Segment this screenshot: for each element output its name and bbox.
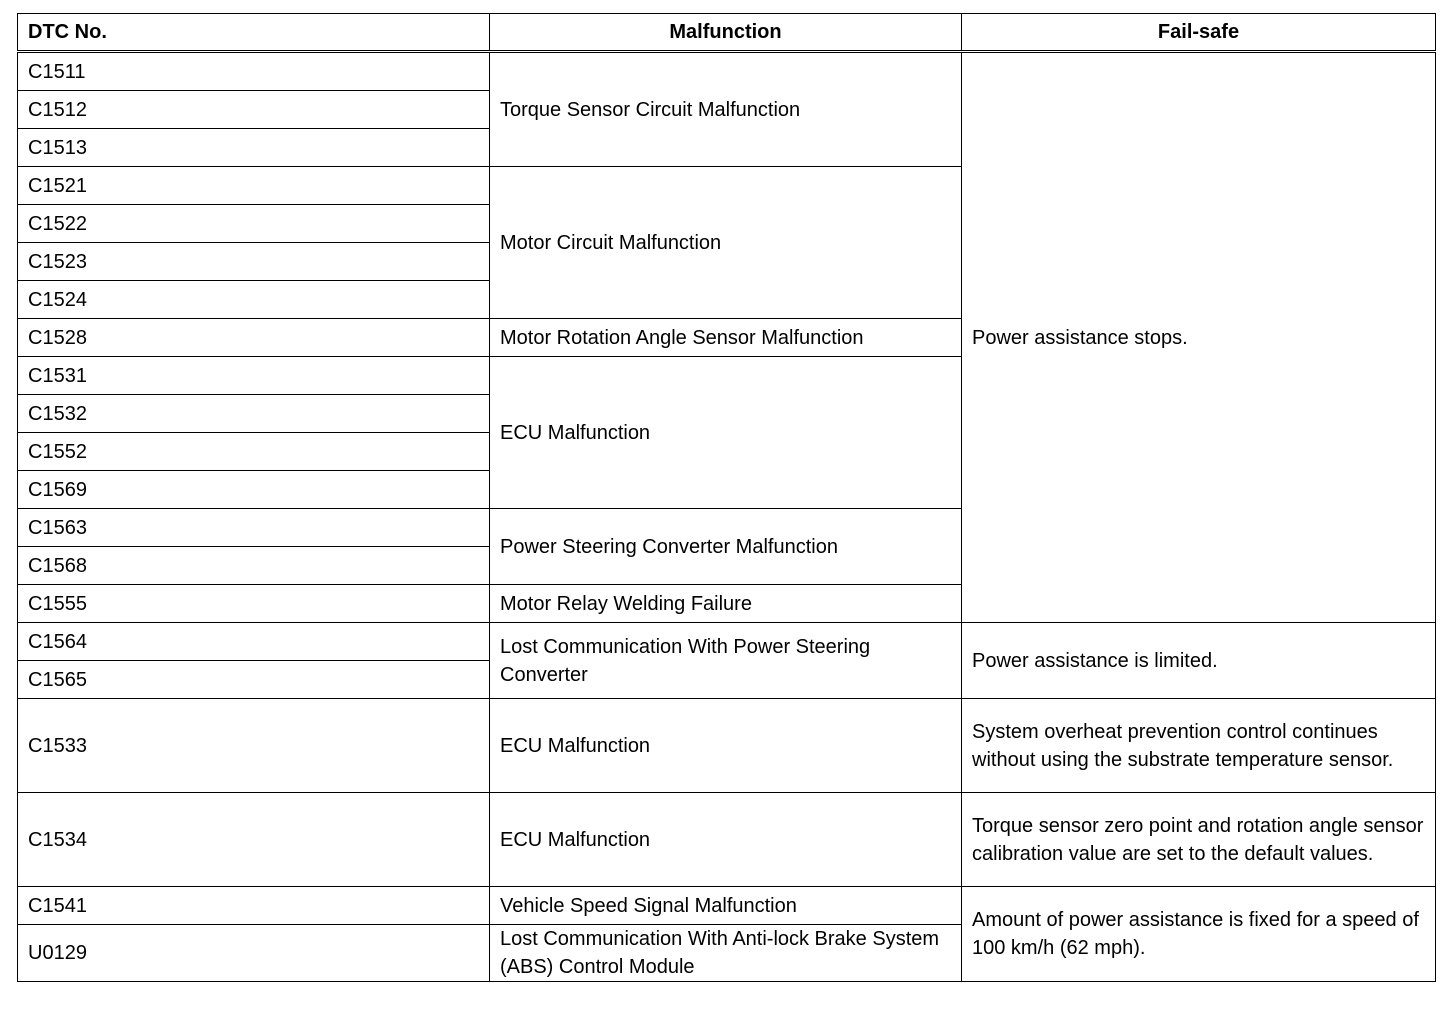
dtc-code: C1528 xyxy=(18,319,490,357)
failsafe-cell: Power assistance stops. xyxy=(962,52,1436,623)
header-fail-safe: Fail-safe xyxy=(962,14,1436,52)
malfunction-cell: ECU Malfunction xyxy=(490,699,962,793)
dtc-code: C1563 xyxy=(18,509,490,547)
malfunction-cell: Motor Rotation Angle Sensor Malfunction xyxy=(490,319,962,357)
dtc-failsafe-table xyxy=(17,13,1436,982)
table-row xyxy=(18,793,1436,887)
dtc-code: C1534 xyxy=(18,793,490,887)
table-row xyxy=(18,623,1436,661)
dtc-code: C1555 xyxy=(18,585,490,623)
malfunction-cell: ECU Malfunction xyxy=(490,793,962,887)
dtc-code: C1524 xyxy=(18,281,490,319)
table-row xyxy=(18,52,1436,91)
table-row xyxy=(18,699,1436,793)
header-malfunction: Malfunction xyxy=(490,14,962,52)
dtc-code: C1521 xyxy=(18,167,490,205)
dtc-code: U0129 xyxy=(18,925,490,982)
failsafe-cell: Amount of power assistance is fixed for a speed of 100 km/h (62 mph). xyxy=(962,887,1436,982)
dtc-code: C1564 xyxy=(18,623,490,661)
malfunction-cell: Lost Communication With Power Steering Converter xyxy=(490,623,962,699)
dtc-code: C1552 xyxy=(18,433,490,471)
malfunction-cell: Lost Communication With Anti-lock Brake System (ABS) Control Module xyxy=(490,925,962,982)
dtc-code: C1533 xyxy=(18,699,490,793)
dtc-code: C1523 xyxy=(18,243,490,281)
table-row xyxy=(18,887,1436,925)
failsafe-cell: System overheat prevention control continues without using the substrate temperature sensor. xyxy=(962,699,1436,793)
header-dtc-no: DTC No. xyxy=(18,14,490,52)
dtc-code: C1569 xyxy=(18,471,490,509)
malfunction-cell: Power Steering Converter Malfunction xyxy=(490,509,962,585)
failsafe-cell: Torque sensor zero point and rotation angle sensor calibration value are set to the default values. xyxy=(962,793,1436,887)
malfunction-cell: Motor Relay Welding Failure xyxy=(490,585,962,623)
dtc-code: C1568 xyxy=(18,547,490,585)
malfunction-cell: ECU Malfunction xyxy=(490,357,962,509)
dtc-code: C1511 xyxy=(18,52,490,91)
dtc-code: C1541 xyxy=(18,887,490,925)
dtc-code: C1531 xyxy=(18,357,490,395)
malfunction-cell: Torque Sensor Circuit Malfunction xyxy=(490,52,962,167)
dtc-code: C1565 xyxy=(18,661,490,699)
failsafe-cell: Power assistance is limited. xyxy=(962,623,1436,699)
dtc-code: C1513 xyxy=(18,129,490,167)
dtc-code: C1532 xyxy=(18,395,490,433)
dtc-code: C1522 xyxy=(18,205,490,243)
malfunction-cell: Motor Circuit Malfunction xyxy=(490,167,962,319)
table-header-row xyxy=(18,14,1436,52)
malfunction-cell: Vehicle Speed Signal Malfunction xyxy=(490,887,962,925)
dtc-code: C1512 xyxy=(18,91,490,129)
